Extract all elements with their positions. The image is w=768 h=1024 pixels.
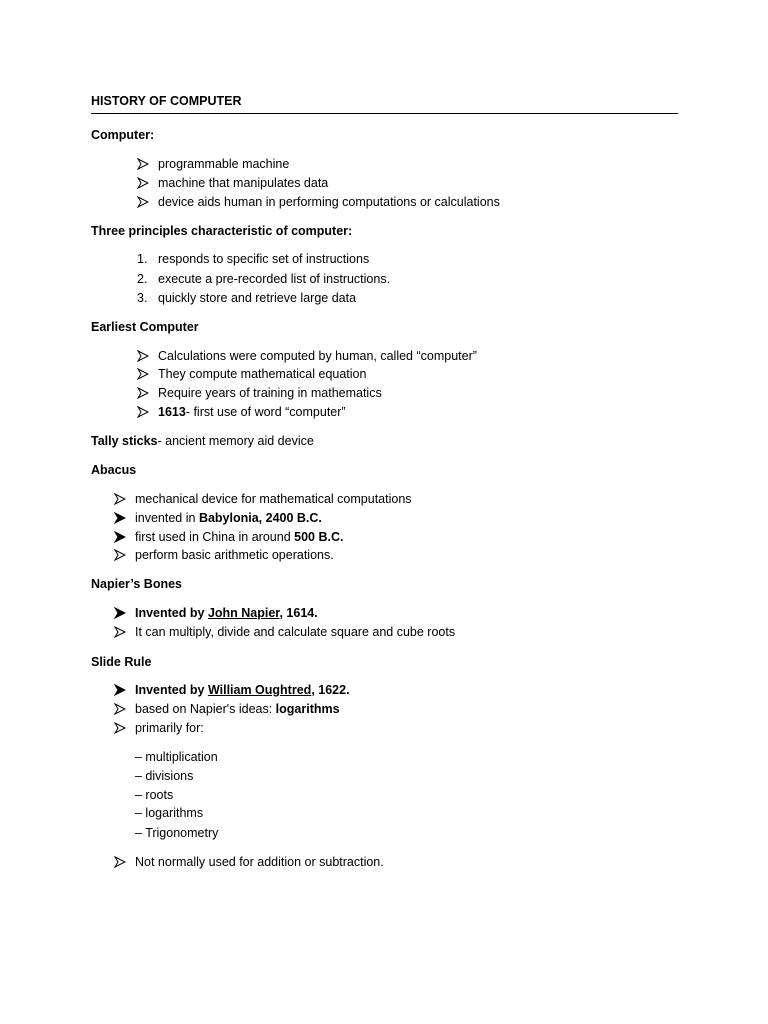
slide-rule-item-2-pre: based on Napier's ideas: (135, 702, 276, 716)
earliest-heading: Earliest Computer (91, 320, 199, 334)
napier-item-1-post: , 1614. (279, 606, 318, 620)
computer-heading-colon: : (150, 128, 155, 142)
abacus-item-3 (135, 530, 343, 544)
earliest-item-4 (158, 405, 346, 419)
arrow-bullet-icon (137, 177, 149, 189)
napier-item-1 (135, 606, 318, 620)
principle-item-3: quickly store and retrieve large data (158, 291, 357, 305)
slide-rule-heading: Slide Rule (91, 655, 152, 669)
arrow-bullet-icon (137, 196, 149, 208)
arrow-bullet-icon (137, 406, 149, 418)
arrow-bullet-bold-icon (114, 684, 126, 696)
list-number: 1. (137, 252, 148, 266)
arrow-bullet-icon (137, 368, 149, 380)
abacus-item-4: perform basic arithmetic operations. (135, 548, 334, 562)
dash-item: – multiplication (135, 750, 218, 764)
earliest-item-1: Calculations were computed by human, called “computer” (158, 349, 477, 363)
arrow-bullet-bold-icon (114, 531, 126, 543)
arrow-bullet-icon (137, 350, 149, 362)
slide-rule-item-2-bold: logarithms (275, 702, 340, 716)
computer-item-1: programmable machine (158, 157, 290, 171)
year-text: 1613 (158, 405, 186, 419)
inventor-name: John Napier (207, 606, 280, 620)
arrow-bullet-icon (114, 856, 126, 868)
tally-line (91, 434, 314, 448)
computer-item-3: device aids human in performing computations or calculations (158, 195, 500, 209)
tally-text: - ancient memory aid device (157, 434, 314, 448)
slide-rule-item-3: primarily for: (135, 721, 204, 735)
abacus-item-1: mechanical device for mathematical computations (135, 492, 412, 506)
arrow-bullet-bold-icon (114, 512, 126, 524)
slide-rule-item-1-post: , 1622. (311, 683, 350, 697)
earliest-item-4-rest: - first use of word “computer” (185, 405, 346, 419)
list-number: 3. (137, 291, 148, 305)
dash-item: – Trigonometry (135, 826, 219, 840)
dash-item: – divisions (135, 769, 194, 783)
abacus-item-3-pre: first used in China in around (135, 530, 295, 544)
abacus-heading: Abacus (91, 463, 137, 477)
abacus-item-2-pre: invented in (135, 511, 199, 525)
computer-item-2: machine that manipulates data (158, 176, 329, 190)
earliest-item-2: They compute mathematical equation (158, 367, 367, 381)
principle-item-1: responds to specific set of instructions (158, 252, 370, 266)
napier-item-1-pre: Invented by (135, 606, 208, 620)
napier-item-2: It can multiply, divide and calculate square and cube roots (135, 625, 456, 639)
arrow-bullet-icon (114, 493, 126, 505)
slide-rule-item-2 (135, 702, 340, 716)
abacus-item-2-bold: Babylonia, 2400 B.C. (198, 511, 322, 525)
arrow-bullet-bold-icon (114, 607, 126, 619)
principle-item-2: execute a pre-recorded list of instructions. (158, 272, 391, 286)
computer-heading (91, 128, 154, 142)
abacus-item-3-bold: 500 B.C. (294, 530, 344, 544)
dash-item: – logarithms (135, 806, 204, 820)
arrow-bullet-icon (114, 703, 126, 715)
title-rule (91, 113, 678, 114)
slide-rule-item-4: Not normally used for addition or subtraction. (135, 855, 384, 869)
arrow-bullet-icon (114, 626, 126, 638)
napier-heading: Napier’s Bones (91, 577, 183, 591)
tally-heading: Tally sticks (91, 434, 158, 448)
arrow-bullet-icon (137, 387, 149, 399)
arrow-bullet-icon (137, 158, 149, 170)
arrow-bullet-icon (114, 549, 126, 561)
dash-item: – roots (135, 788, 174, 802)
principles-heading: Three principles characteristic of computer: (91, 224, 353, 238)
earliest-item-3: Require years of training in mathematics (158, 386, 382, 400)
list-number: 2. (137, 272, 148, 286)
computer-heading-text: Computer (91, 128, 151, 142)
abacus-item-2 (135, 511, 322, 525)
slide-rule-item-1-pre: Invented by (135, 683, 208, 697)
inventor-name: William Oughtred (207, 683, 312, 697)
page-title: HISTORY OF COMPUTER (91, 94, 242, 108)
arrow-bullet-icon (114, 722, 126, 734)
slide-rule-item-1 (135, 683, 350, 697)
